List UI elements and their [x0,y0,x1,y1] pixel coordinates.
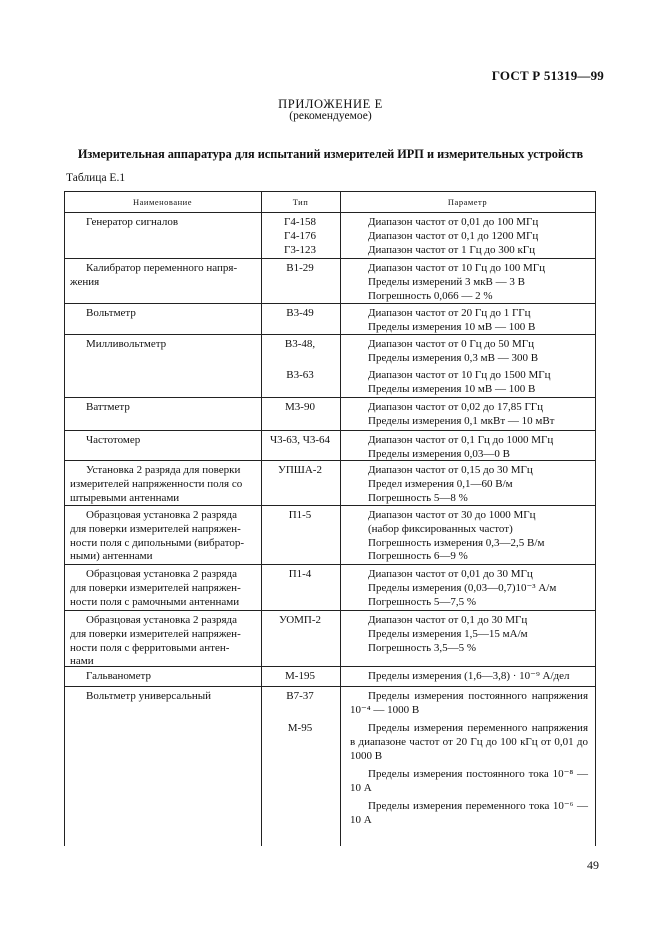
table-cell-type: В1-29 [286,262,314,274]
table-cell-name: Калибратор переменного напря- жения [70,262,238,288]
table-cell-type: П1-4 [288,568,312,580]
table-cell-type: УПША-2 [278,464,322,476]
table-cell-parameter: Диапазон частот от 0,01 до 30 МГц Пределы измерения (0,03—0,7)10⁻³ А/м Погрешность 5—7,5 % [368,568,557,608]
table-top-border [64,191,595,192]
table-cell-type: В3-63 [286,369,314,381]
table-cell-type: П1-5 [288,509,312,521]
table-cell-name: Частотомер [86,434,141,446]
table-cell-name: Установка 2 разряда для поверки измерителей напряженности поля со штыревыми антеннами [70,464,243,504]
row-separator [64,610,595,611]
table-cell-parameter: Диапазон частот от 10 Гц до 100 МГц Пределы измерений 3 мкВ — 3 В Погрешность 0,066 — 2 % [368,262,545,302]
table-cell-type: Ч3-63, Ч3-64 [269,434,331,446]
table-cell-parameter: Пределы измерения (1,6—3,8) · 10⁻⁹ А/дел [368,670,570,682]
table-cell-type: Г4-158 Г4-176 Г3-123 [283,216,317,256]
table-cell-name: Гальванометр [86,670,151,682]
table-cell-type: М-95 [287,722,313,734]
row-separator [64,686,595,687]
table-cell-name: Образцовая установка 2 разряда для поверки измерителей напряжен- ности поля с рамочными антеннами [70,568,241,608]
table-cell-name: Образцовая установка 2 разряда для поверки измерителей напряжен- ности поля с ферритовыми антен- нами [70,614,241,668]
table-cell-name: Вольтметр универсальный [86,690,212,702]
row-separator [64,430,595,431]
table-cell-parameter: Диапазон частот от 0,1 до 30 МГц Пределы измерения 1,5—15 мА/м Погрешность 3,5—5 % [368,614,528,654]
table-cell-parameter: Диапазон частот от 0 Гц до 50 МГц Пределы измерения 0,3 мВ — 300 В [368,338,539,364]
table-cell-parameter: Пределы измерения переменного тока 10⁻⁶ — 10 А [350,800,588,826]
appendix-title: ПРИЛОЖЕНИЕ Е [278,97,383,111]
table-cell-type: М-195 [285,670,315,682]
table-header-border [64,212,595,213]
table-cell-name: Образцовая установка 2 разряда для поверки измерителей напряжен- ности поля с дипольными (вибратор- ными) антеннами [70,509,245,563]
page-number: 49 [587,858,599,872]
table-cell-type: М3-90 [285,401,315,413]
column-header-name: Наименование [133,197,192,207]
standard-code: ГОСТ Р 51319—99 [491,68,604,83]
table-cell-parameter: Диапазон частот от 20 Гц до 1 ГГц Пределы измерения 10 мВ — 100 В [368,307,536,333]
table-cell-name: Вольтметр [86,307,136,319]
table-cell-type: В7-37 [286,690,314,702]
table-cell-parameter: Пределы измерения постоянного напряжения 10⁻⁴ — 1000 В [350,690,588,716]
column-header-type: Тип [292,197,309,207]
table-cell-type: В3-49 [286,307,314,319]
column-header-parameter: Параметр [447,197,488,207]
document-heading: Измерительная аппаратура для испытаний измерителей ИРП и измерительных устройств [77,147,584,161]
table-cell-parameter: Пределы измерения постоянного тока 10⁻⁸ — 10 А [350,768,588,794]
table-cell-parameter: Диапазон частот от 0,1 Гц до 1000 МГц Пределы измерения 0,03—0 В [368,434,554,460]
table-cell-name: Генератор сигналов [86,216,179,228]
table-cell-parameter: Диапазон частот от 0,15 до 30 МГц Предел измерения 0,1—60 В/м Погрешность 5—8 % [368,464,533,504]
table-right-border [595,191,596,846]
table-cell-parameter: Диапазон частот от 0,01 до 100 МГц Диапазон частот от 0,1 до 1200 МГц Диапазон частот от 1 Гц до 300 кГц [368,216,539,256]
table-col-divider-2 [340,191,341,846]
table-cell-parameter: Пределы измерения переменного напряжения в диапазоне частот от 20 Гц до 100 кГц от 0,01 до 1000 В [350,722,588,762]
table-cell-type: УОМП-2 [278,614,322,626]
row-separator [64,397,595,398]
table-cell-name: Милливольтметр [86,338,167,350]
table-caption: Таблица Е.1 [66,172,126,184]
row-separator [64,258,595,259]
table-cell-parameter: Диапазон частот от 30 до 1000 МГц (набор фиксированных частот) Погрешность измерения 0,3—2,5 В/м Погрешность 6—9 % [368,509,545,563]
appendix-subtitle: (рекомендуемое) [289,110,372,122]
table-cell-parameter: Диапазон частот от 10 Гц до 1500 МГц Пределы измерения 10 мВ — 100 В [368,369,551,395]
table-cell-parameter: Диапазон частот от 0,02 до 17,85 ГГц Пределы измерения 0,1 мкВт — 10 мВт [368,401,555,427]
table-cell-type: В3-48, [284,338,316,350]
table-left-border [64,191,65,846]
table-cell-name: Ваттметр [86,401,130,413]
